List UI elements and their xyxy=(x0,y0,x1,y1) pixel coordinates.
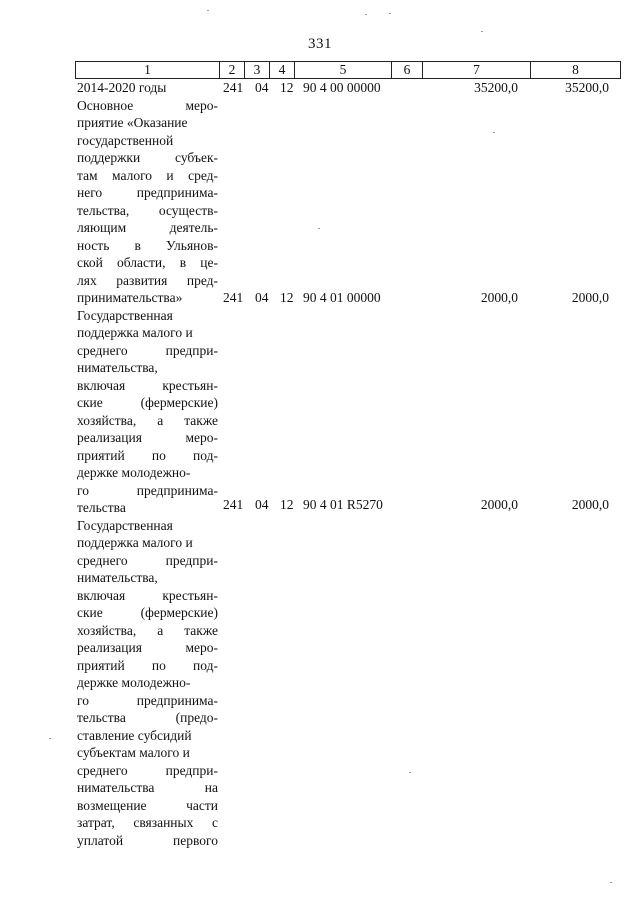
name-line: затрат, связанных с xyxy=(77,815,218,830)
name-line: реализация меро- xyxy=(77,430,218,445)
cell-col-2: 241 xyxy=(223,80,244,95)
cell-col-8: 35200,0 xyxy=(565,80,609,95)
name-line: уплатой первого xyxy=(77,832,218,848)
name-line: ность в Ульянов- xyxy=(77,237,218,253)
scan-speck xyxy=(365,14,367,15)
column-header-8: 8 xyxy=(531,62,621,79)
name-line: возмещение части xyxy=(77,797,218,813)
cell-col-8: 2000,0 xyxy=(571,497,609,512)
cell-col-4: 12 xyxy=(280,290,294,305)
name-line: хозяйства, а также xyxy=(77,412,218,428)
page-number: 331 xyxy=(308,36,332,52)
cell-col-8: 2000,0 xyxy=(571,290,609,305)
cell-col-7: 35200,0 xyxy=(474,80,518,95)
name-line: включая крестьян- xyxy=(77,377,218,393)
scan-speck xyxy=(481,31,483,32)
name-line: реализация меро- xyxy=(77,640,218,655)
name-line: среднего предпри- xyxy=(77,762,218,778)
column-header-2: 2 xyxy=(220,62,245,79)
name-line: государственной xyxy=(77,132,174,148)
cell-col-4: 12 xyxy=(280,497,294,512)
name-line: включая крестьян- xyxy=(77,587,218,603)
name-line: лях развития пред- xyxy=(77,272,218,288)
name-line: там малого и сред- xyxy=(77,167,218,183)
scan-speck xyxy=(207,10,209,11)
column-header-1: 1 xyxy=(76,62,220,79)
cell-col-2: 241 xyxy=(223,290,244,305)
name-line: поддержка малого и xyxy=(77,535,193,550)
name-line: приятий по под- xyxy=(77,447,218,463)
column-header-3: 3 xyxy=(245,62,270,79)
name-line: ские (фермерские) xyxy=(77,395,218,410)
name-line: держке молодежно- xyxy=(77,675,191,690)
column-header-4: 4 xyxy=(270,62,295,79)
name-line: ляющим деятель- xyxy=(77,220,218,235)
name-line: го предпринима- xyxy=(77,692,218,708)
name-line: среднего предпри- xyxy=(77,342,218,358)
name-line: ской области, в це- xyxy=(77,255,218,270)
name-line: го предпринима- xyxy=(77,482,218,498)
cell-col-5: 90 4 01 R5270 xyxy=(303,497,383,512)
name-line: поддержки субъек- xyxy=(77,150,218,165)
name-line: субъектам малого и xyxy=(77,745,190,760)
scan-speck xyxy=(409,772,411,773)
name-line: тельства (предо- xyxy=(77,710,218,725)
name-line: нимательства, xyxy=(77,360,158,375)
name-line: поддержка малого и xyxy=(77,325,193,340)
name-line: него предпринима- xyxy=(77,185,218,200)
name-line: Государственная xyxy=(77,517,173,533)
scan-speck xyxy=(610,882,612,883)
item-name-column xyxy=(77,79,218,849)
cell-col-3: 04 xyxy=(255,80,269,95)
name-line: приятие «Оказание xyxy=(77,115,188,130)
table-row xyxy=(0,289,640,307)
scan-speck xyxy=(389,13,391,14)
name-line: 2014-2020 годы xyxy=(77,80,167,95)
column-header-6: 6 xyxy=(392,62,423,79)
name-line: хозяйства, а также xyxy=(77,622,218,638)
name-line: ские (фермерские) xyxy=(77,605,218,620)
name-line: нимательства на xyxy=(77,780,218,795)
scan-speck xyxy=(318,228,320,229)
name-line: Государственная xyxy=(77,307,173,323)
cell-col-5: 90 4 01 00000 xyxy=(303,290,381,305)
column-header-5: 5 xyxy=(295,62,392,79)
cell-col-3: 04 xyxy=(255,290,269,305)
cell-col-3: 04 xyxy=(255,497,269,512)
name-line: приятий по под- xyxy=(77,657,218,673)
name-line: принимательства» xyxy=(77,290,183,305)
cell-col-2: 241 xyxy=(223,497,244,512)
column-header-7: 7 xyxy=(423,62,531,79)
scan-speck xyxy=(493,132,495,133)
scan-speck xyxy=(49,738,51,739)
cell-col-4: 12 xyxy=(280,80,294,95)
name-line: держке молодежно- xyxy=(77,465,191,480)
cell-col-7: 2000,0 xyxy=(480,497,518,512)
name-line: Основное меро- xyxy=(77,97,218,113)
column-header-row xyxy=(76,62,621,79)
name-line: среднего предпри- xyxy=(77,552,218,568)
column-header-table xyxy=(75,61,621,79)
table-row xyxy=(0,496,640,514)
cell-col-7: 2000,0 xyxy=(480,290,518,305)
table-row xyxy=(0,79,640,97)
name-line: тельства, осуществ- xyxy=(77,202,218,218)
cell-col-5: 90 4 00 00000 xyxy=(303,80,381,95)
name-line: ставление субсидий xyxy=(77,727,192,743)
name-line: тельства xyxy=(77,500,126,515)
name-line: нимательства, xyxy=(77,570,158,585)
